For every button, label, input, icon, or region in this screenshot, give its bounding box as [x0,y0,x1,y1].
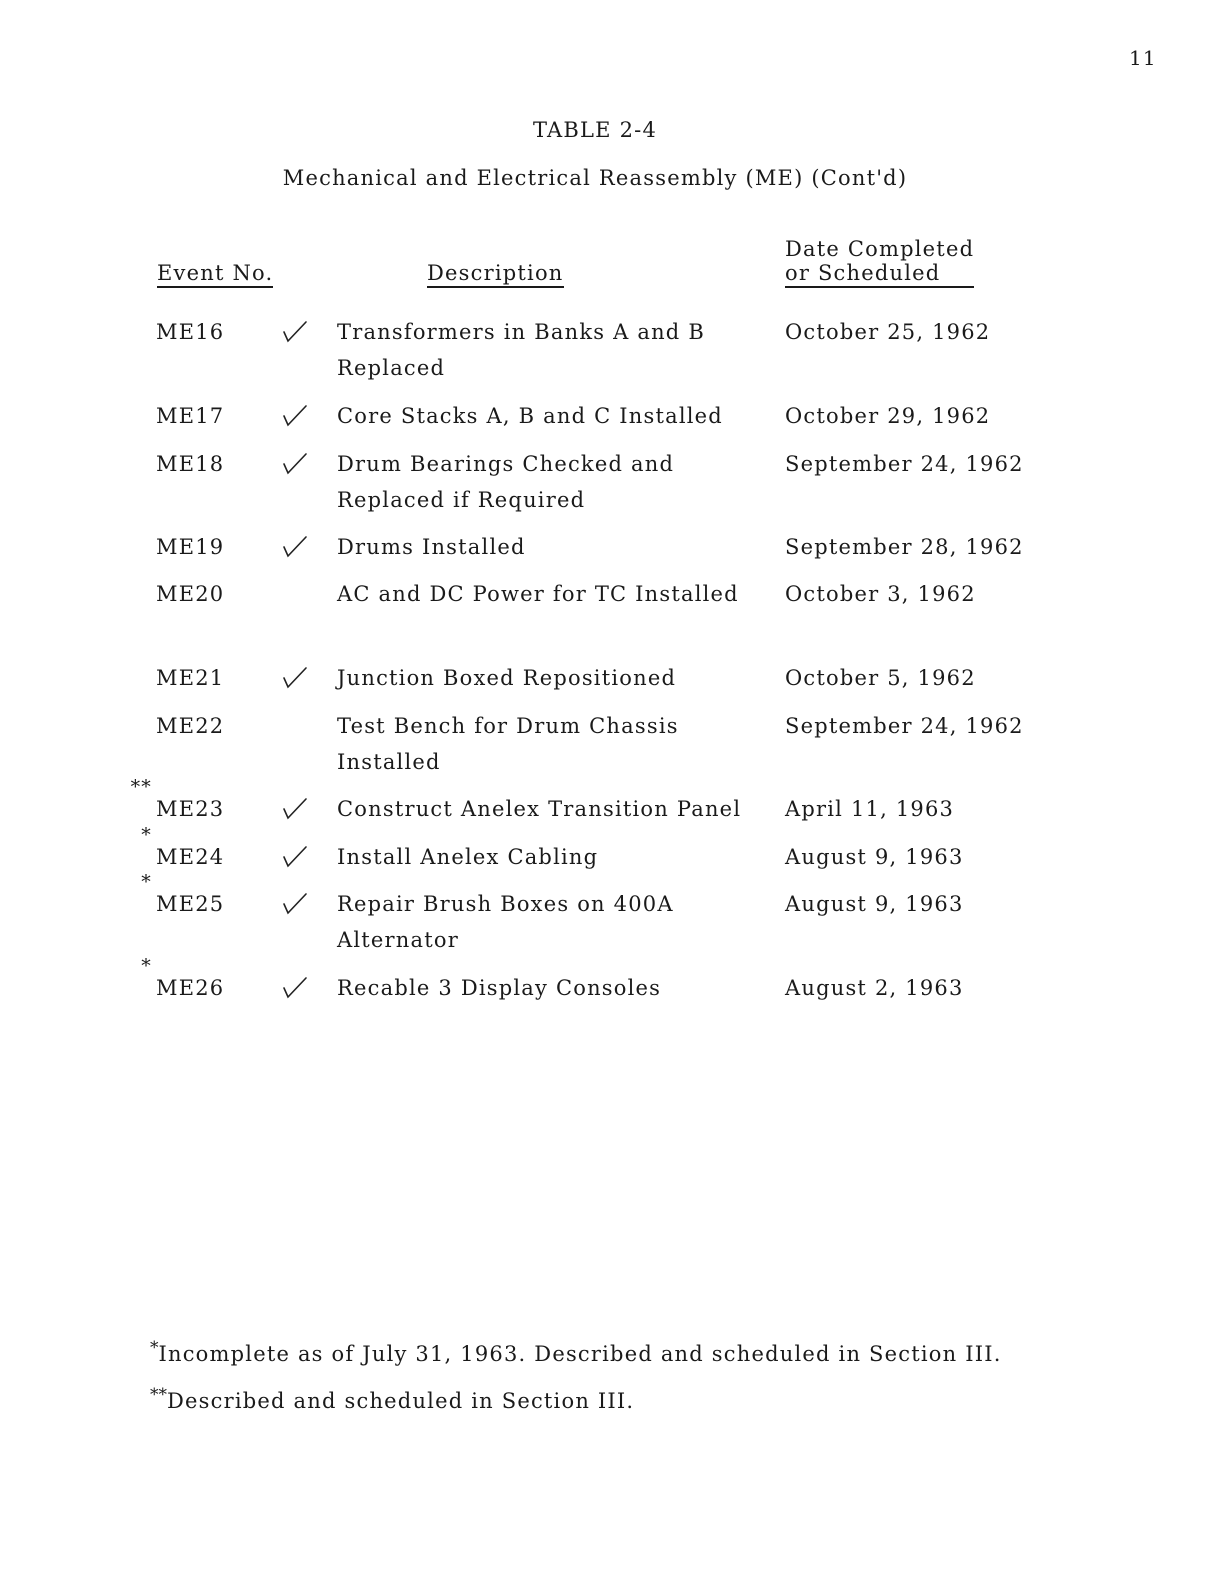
header-description: Description [427,261,564,288]
event-description: Install Anelex Cabling [337,845,599,869]
event-date: October 29, 1962 [785,404,991,428]
event-number: ME26 [156,976,225,1000]
check-mark-icon [280,446,316,482]
footnote-text: Incomplete as of July 31, 1963. Described and scheduled in Section III. [158,1342,1002,1366]
event-number: ME16 [156,320,225,344]
event-description: Construct Anelex Transition Panel [337,797,742,821]
header-event-no: Event No. [157,261,273,288]
check-mark-icon [280,529,316,565]
footnote-single-asterisk [150,1338,1002,1366]
footnote-marker: * [141,871,152,893]
event-description: Core Stacks A, B and C Installed [337,404,723,428]
footnote-text: Described and scheduled in Section III. [167,1389,635,1413]
header-date-line1: Date Completed [785,237,975,261]
footnote-marker: * [141,824,152,846]
event-number: ME17 [156,404,225,428]
event-number: ME23 [156,797,225,821]
check-mark-icon [280,314,316,350]
table-title: TABLE 2-4 [532,118,658,142]
event-number: ME24 [156,845,225,869]
table-subtitle: Mechanical and Electrical Reassembly (ME) (Cont'd) [282,166,908,190]
event-description: Repair Brush Boxes on 400A Alternator [337,892,674,952]
event-number: ME19 [156,535,225,559]
event-number: ME25 [156,892,225,916]
event-description: Drum Bearings Checked and Replaced if Required [337,452,675,512]
event-date: September 24, 1962 [785,714,1024,738]
check-mark-icon [280,660,316,696]
check-mark-icon [280,791,316,827]
event-date: October 3, 1962 [785,582,976,606]
event-date: April 11, 1963 [785,797,955,821]
event-date: August 9, 1963 [785,845,964,869]
event-number: ME21 [156,666,225,690]
page-number: 11 [1129,46,1157,70]
event-number: ME22 [156,714,225,738]
event-date: August 9, 1963 [785,892,964,916]
event-description: AC and DC Power for TC Installed [337,582,739,606]
footnote-symbol: * [150,1338,159,1358]
event-date: October 5, 1962 [785,666,976,690]
event-number: ME18 [156,452,225,476]
check-mark-icon [280,970,316,1006]
event-description: Transformers in Banks A and B Replaced [337,320,705,380]
event-date: August 2, 1963 [785,976,964,1000]
check-mark-icon [280,839,316,875]
footnote-double-asterisk [150,1385,634,1413]
event-description: Recable 3 Display Consoles [337,976,662,1000]
footnote-marker: * [141,955,152,977]
footnote-symbol: ** [150,1385,167,1405]
footnote-marker: ** [130,776,152,798]
check-mark-icon [280,398,316,434]
event-date: October 25, 1962 [785,320,991,344]
event-description: Drums Installed [337,535,526,559]
check-mark-icon [280,886,316,922]
event-date: September 24, 1962 [785,452,1024,476]
event-description: Junction Boxed Repositioned [337,666,677,690]
header-date-completed [785,237,974,288]
event-description: Test Bench for Drum Chassis Installed [337,714,679,774]
event-date: September 28, 1962 [785,535,1024,559]
header-date-line2: or Scheduled [785,261,941,285]
event-number: ME20 [156,582,225,606]
